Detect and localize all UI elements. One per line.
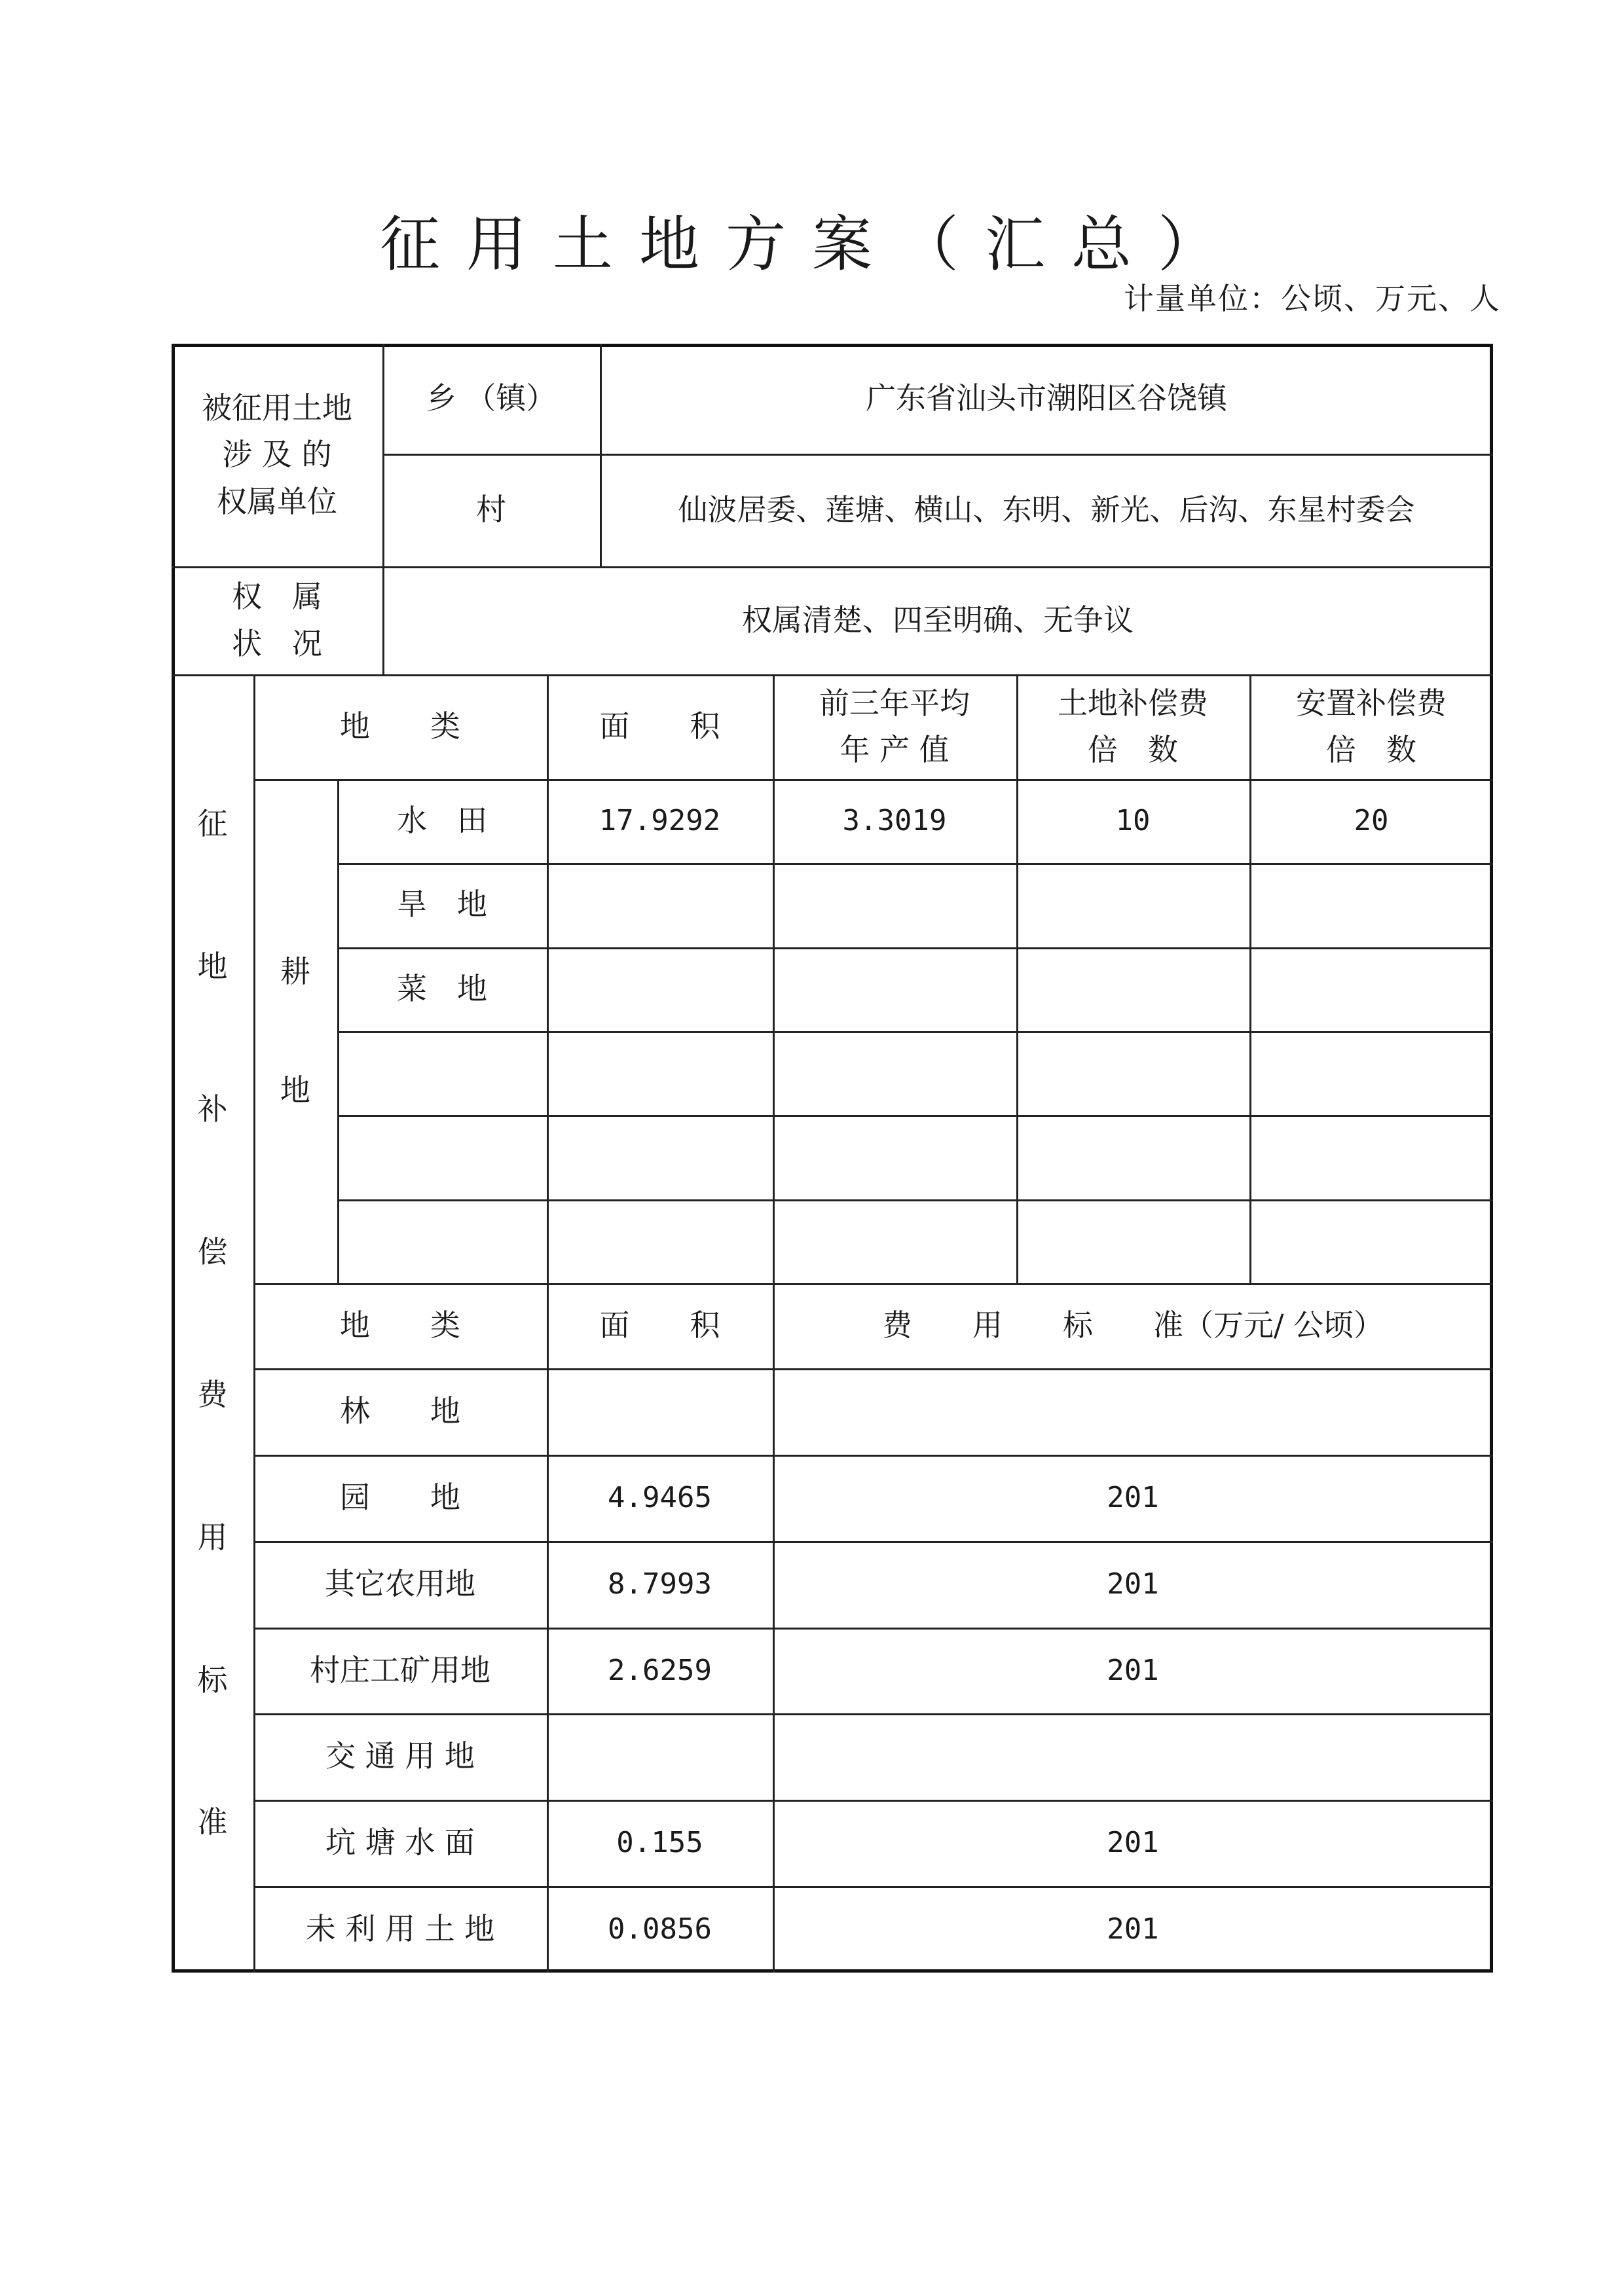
other-header-area: 面 积 xyxy=(599,1307,720,1343)
arable-row-output xyxy=(773,947,1016,1031)
compensation-standard-char: 费 xyxy=(197,1376,228,1412)
compensation-standard-char: 地 xyxy=(197,949,228,985)
other-row-standard: 201 xyxy=(1107,1825,1159,1859)
arable-header-area: 面 积 xyxy=(599,708,720,744)
arable-land-char: 耕 xyxy=(280,953,310,989)
arable-row-area xyxy=(547,947,773,1031)
township-value: 广东省汕头市潮阳区谷饶镇 xyxy=(866,380,1227,416)
arable-row-resettle-mult xyxy=(1249,1031,1493,1115)
compensation-standard-char: 标 xyxy=(197,1662,228,1698)
document-title: 征用土地方案（汇总） xyxy=(379,210,1244,280)
ownership-label: 被征用土地 涉 及 的 权属单位 xyxy=(202,390,352,519)
village-label: 村 xyxy=(476,492,506,528)
arable-row-land-mult xyxy=(1016,1031,1249,1115)
village-value: 仙波居委、莲塘、横山、东明、新光、后沟、东星村委会 xyxy=(678,492,1415,528)
arable-row-type: 旱 地 xyxy=(397,886,487,922)
other-row-type: 村庄工矿用地 xyxy=(310,1652,490,1688)
arable-land-char: 地 xyxy=(280,1072,310,1108)
arable-header-avg-output: 前三年平均 年 产 值 xyxy=(819,685,970,767)
arable-header-land-type: 地 类 xyxy=(340,708,460,744)
other-row-type: 园 地 xyxy=(340,1480,460,1516)
compensation-standard-label xyxy=(172,674,253,1973)
compensation-standard-char: 用 xyxy=(197,1519,228,1555)
compensation-standard-char: 征 xyxy=(197,806,228,842)
other-row-area: 4.9465 xyxy=(608,1480,712,1514)
arable-row-resettle-mult: 20 xyxy=(1354,803,1389,837)
arable-row-type xyxy=(337,1115,547,1199)
other-row-standard: 201 xyxy=(1107,1653,1159,1687)
other-row-standard: 201 xyxy=(1107,1480,1159,1514)
arable-row-resettle-mult xyxy=(1249,1115,1493,1199)
arable-row-output xyxy=(773,1031,1016,1115)
compensation-standard-char: 准 xyxy=(197,1804,228,1840)
ownership-status-value: 权属清楚、四至明确、无争议 xyxy=(742,602,1134,638)
other-row-standard xyxy=(773,1368,1493,1455)
arable-row-type: 菜 地 xyxy=(397,971,487,1007)
arable-row-land-mult: 10 xyxy=(1115,803,1151,837)
other-row-type: 交 通 用 地 xyxy=(325,1738,475,1774)
other-row-area xyxy=(547,1713,773,1800)
other-row-area: 8.7993 xyxy=(608,1567,712,1601)
ownership-status-label: 权 属 状 况 xyxy=(232,579,322,661)
arable-row-area xyxy=(547,1031,773,1115)
arable-row-area xyxy=(547,1115,773,1199)
other-row-type: 坑 塘 水 面 xyxy=(325,1825,475,1861)
other-row-type: 未 利 用 土 地 xyxy=(305,1911,495,1947)
other-row-area: 0.0856 xyxy=(608,1912,712,1946)
arable-row-land-mult xyxy=(1016,1199,1249,1283)
arable-header-land-comp: 土地补偿费 倍 数 xyxy=(1058,685,1208,767)
other-header-standard: 费 用 标 准（万元/ 公顷） xyxy=(881,1307,1384,1343)
arable-row-land-mult xyxy=(1016,863,1249,947)
other-row-type: 其它农用地 xyxy=(325,1566,475,1602)
other-row-area: 0.155 xyxy=(616,1825,703,1859)
arable-row-land-mult xyxy=(1016,947,1249,1031)
compensation-standard-char: 补 xyxy=(197,1091,228,1127)
township-label: 乡 （镇） xyxy=(426,380,557,416)
compensation-standard-char: 偿 xyxy=(197,1233,228,1269)
other-row-standard xyxy=(773,1713,1493,1800)
arable-row-area: 17.9292 xyxy=(599,803,721,837)
arable-row-area xyxy=(547,863,773,947)
other-row-area xyxy=(547,1368,773,1455)
arable-row-type: 水 田 xyxy=(397,803,487,839)
arable-row-resettle-mult xyxy=(1249,947,1493,1031)
measurement-unit: 计量单位：公顷、万元、人 xyxy=(1124,281,1501,316)
other-row-standard: 201 xyxy=(1107,1567,1159,1601)
arable-row-output: 3.3019 xyxy=(842,803,947,837)
other-row-type: 林 地 xyxy=(340,1393,460,1429)
other-header-land-type: 地 类 xyxy=(340,1307,460,1343)
arable-row-land-mult xyxy=(1016,1115,1249,1199)
arable-row-type xyxy=(337,1031,547,1115)
other-row-standard: 201 xyxy=(1107,1912,1159,1946)
arable-row-area xyxy=(547,1199,773,1283)
arable-row-output xyxy=(773,1199,1016,1283)
arable-row-output xyxy=(773,863,1016,947)
arable-row-resettle-mult xyxy=(1249,863,1493,947)
arable-header-resettle-comp: 安置补偿费 倍 数 xyxy=(1296,685,1447,767)
arable-row-resettle-mult xyxy=(1249,1199,1493,1283)
arable-row-type xyxy=(337,1199,547,1283)
arable-row-output xyxy=(773,1115,1016,1199)
arable-land-label xyxy=(253,779,337,1283)
other-row-area: 2.6259 xyxy=(608,1653,712,1687)
